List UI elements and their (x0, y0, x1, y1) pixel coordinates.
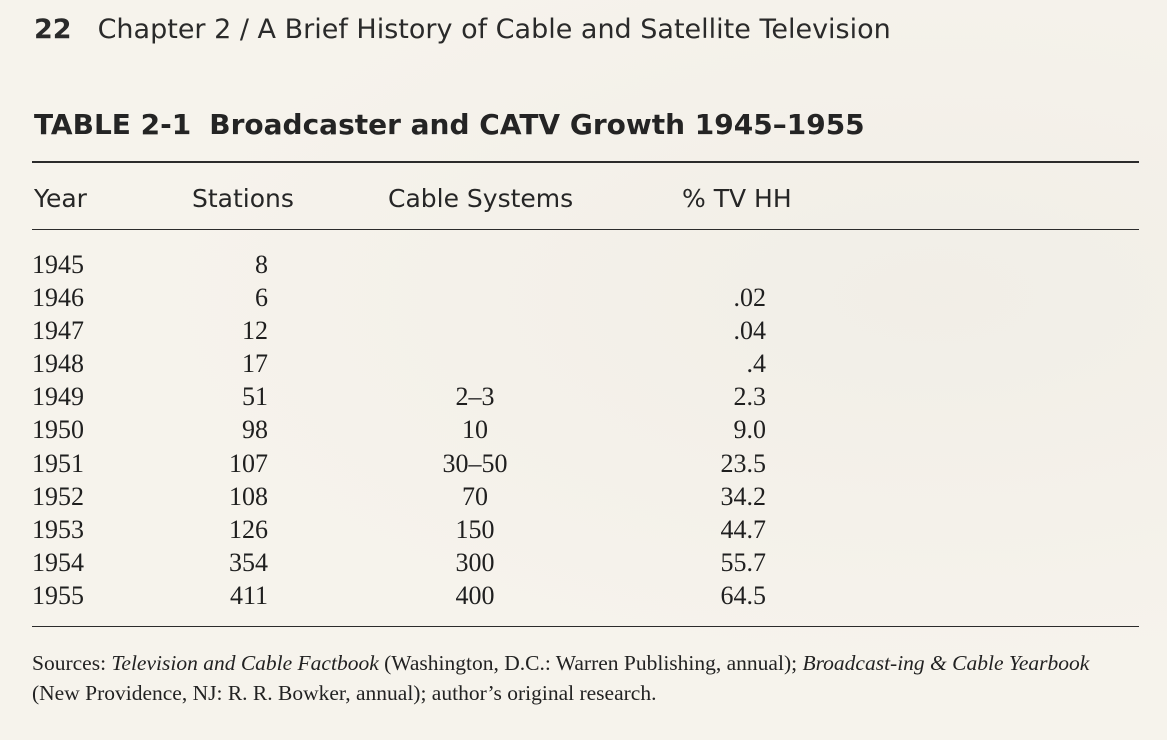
cell-pct-tv-hh: 23.5 (720, 448, 766, 478)
cell-stations: 108 (229, 481, 268, 511)
cell-pct-tv-hh: 2.3 (733, 382, 766, 412)
cell-year: 1952 (32, 481, 84, 511)
column-header-year: Year (34, 184, 87, 213)
table-row (0, 316, 1167, 349)
table-caption: Broadcaster and CATV Growth 1945–1955 (209, 108, 865, 141)
source-title-yearbook: Broadcast-ing & Cable Yearbook (802, 651, 1090, 675)
table-row (0, 382, 1167, 415)
cell-year: 1954 (32, 547, 84, 577)
cell-year: 1950 (32, 415, 84, 445)
cell-year: 1946 (32, 283, 84, 313)
table-body (0, 250, 1167, 614)
table-row (0, 415, 1167, 448)
table-row (0, 283, 1167, 316)
source-title-factbook: Television and Cable Factbook (111, 651, 379, 675)
source-text-2: (New Providence, NJ: R. R. Bowker, annual); author’s original research. (32, 681, 657, 705)
table-header-rule (32, 229, 1139, 230)
cell-stations: 8 (255, 250, 268, 279)
cell-cable-systems: 30–50 (442, 448, 508, 478)
cell-pct-tv-hh: 64.5 (720, 580, 766, 610)
cell-year: 1947 (32, 316, 84, 346)
cell-pct-tv-hh: 9.0 (733, 415, 766, 445)
cell-year: 1951 (32, 448, 84, 478)
column-header-cable-systems: Cable Systems (388, 184, 574, 213)
running-head (34, 14, 891, 45)
cell-stations: 107 (229, 448, 268, 478)
column-header-pct-tv-hh: % TV HH (682, 184, 792, 213)
cell-year: 1945 (32, 250, 84, 279)
cell-cable-systems: 150 (455, 514, 495, 544)
cell-pct-tv-hh: .4 (746, 349, 766, 379)
column-header-stations: Stations (192, 184, 294, 213)
source-text-1: (Washington, D.C.: Warren Publishing, annual); (378, 651, 803, 675)
cell-stations: 51 (242, 382, 268, 412)
cell-pct-tv-hh: .02 (733, 283, 766, 313)
cell-pct-tv-hh: 34.2 (720, 481, 766, 511)
cell-pct-tv-hh: .04 (733, 316, 766, 346)
table-label: TABLE 2-1 (34, 108, 192, 141)
cell-year: 1948 (32, 349, 84, 379)
cell-stations: 411 (229, 580, 268, 610)
cell-stations: 17 (242, 349, 268, 379)
chapter-title: Chapter 2 / A Brief History of Cable and Satellite Television (97, 14, 891, 45)
cell-cable-systems: 2–3 (455, 382, 495, 412)
cell-pct-tv-hh: 55.7 (720, 547, 766, 577)
cell-stations: 6 (255, 283, 268, 313)
cell-cable-systems: 300 (455, 547, 495, 577)
table-row (0, 449, 1167, 482)
cell-cable-systems: 400 (455, 580, 495, 610)
cell-cable-systems: 10 (462, 415, 488, 445)
table-sources-note (32, 648, 1142, 708)
cell-pct-tv-hh: 44.7 (720, 514, 766, 544)
cell-stations: 12 (242, 316, 268, 346)
table-row (0, 548, 1167, 581)
table-title (34, 108, 865, 141)
cell-stations: 126 (229, 514, 268, 544)
cell-year: 1955 (32, 580, 84, 610)
table-row (0, 515, 1167, 548)
sources-prefix: Sources: (32, 651, 112, 675)
cell-year: 1953 (32, 514, 84, 544)
table-row (0, 250, 1167, 283)
page-number: 22 (34, 14, 72, 45)
table-bottom-rule (32, 626, 1139, 627)
cell-year: 1949 (32, 382, 84, 412)
table-top-rule (32, 161, 1139, 163)
cell-cable-systems: 70 (462, 481, 488, 511)
table-row (0, 581, 1167, 614)
table-row (0, 349, 1167, 382)
cell-stations: 98 (242, 415, 268, 445)
table-row (0, 482, 1167, 515)
cell-stations: 354 (229, 547, 268, 577)
